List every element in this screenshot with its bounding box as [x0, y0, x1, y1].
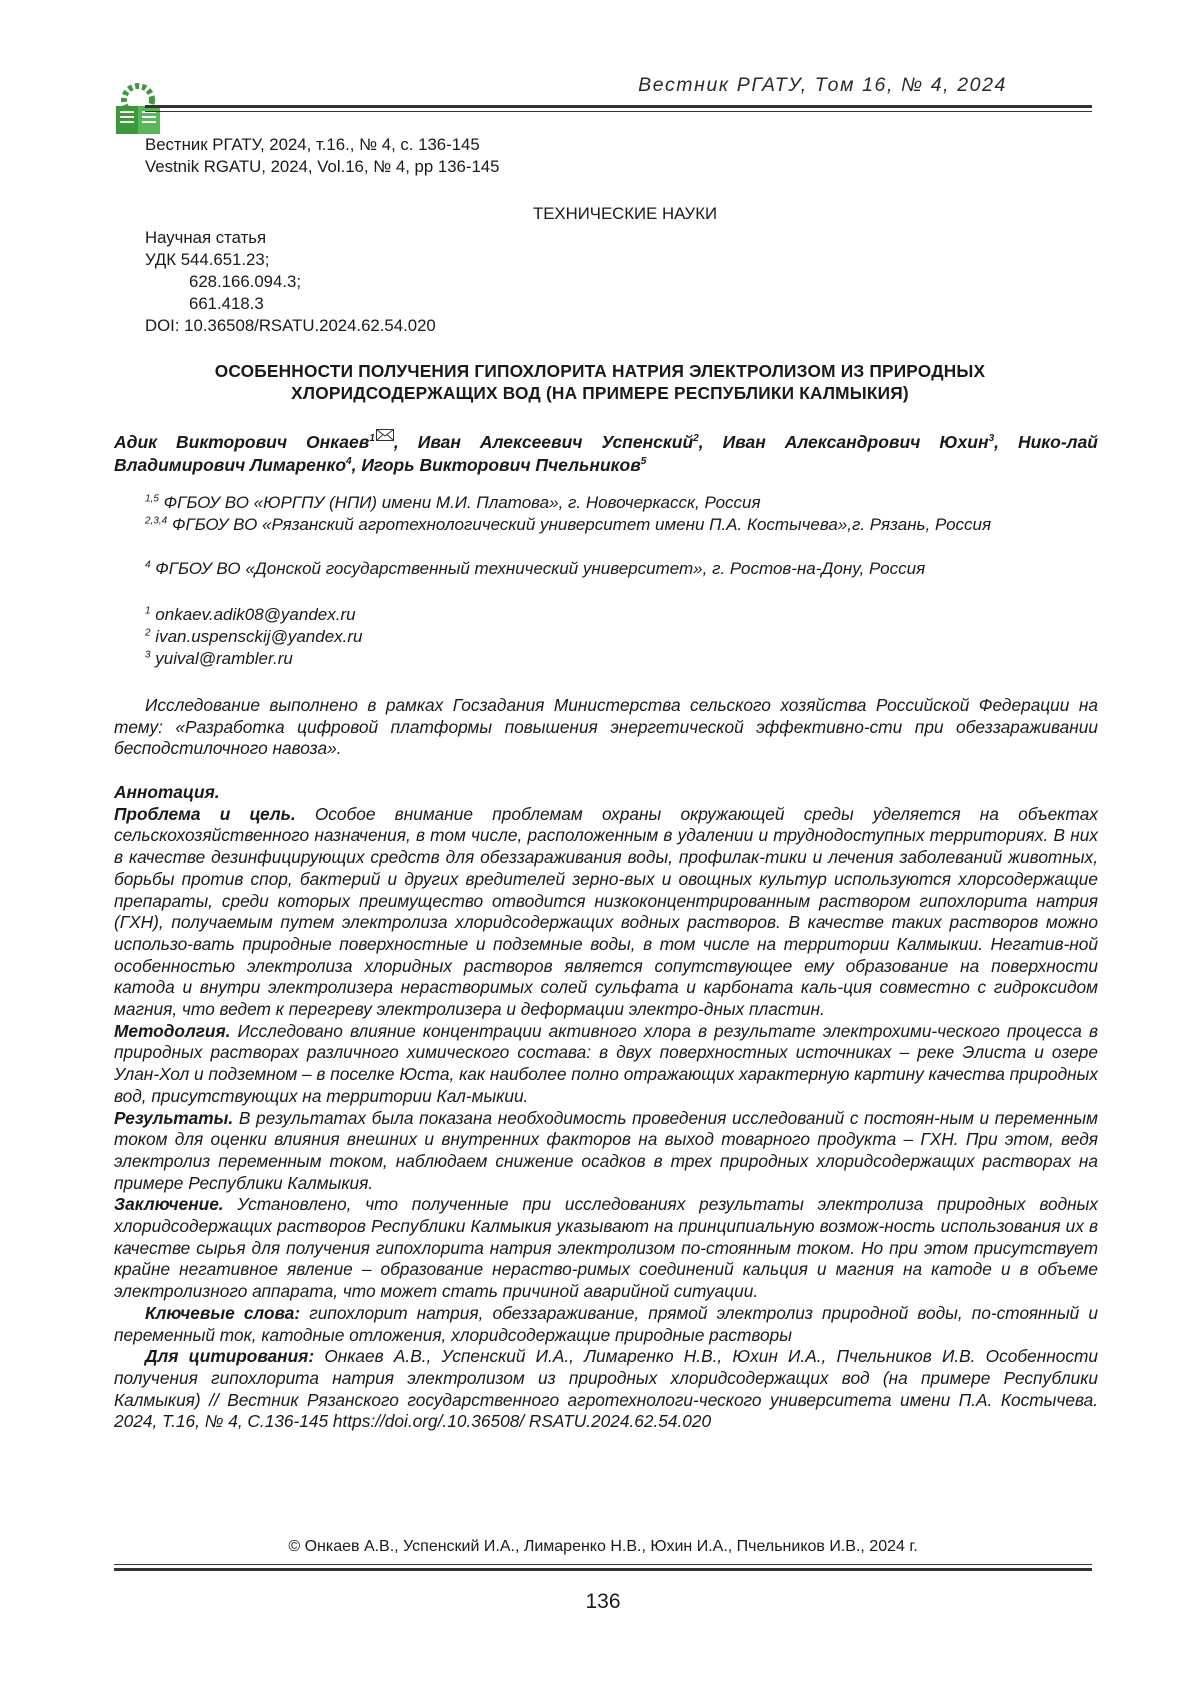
copyright: © Онкаев А.В., Успенский И.А., Лимаренко Н.В., Юхин И.А., Пчельников И.В., 2024 г.	[288, 1538, 918, 1555]
author-name: Нико-лай Владимирович Лимаренко	[114, 431, 1098, 475]
author-list: Адик Викторович Онкаев$^1$ , Иван Алексеевич Успенский$^2$, Иван Александрович Юхин$^3$, Нико-лай Владимирович Лимаренко$^4$, Игорь Викторович Пчельников$^5$	[114, 424, 1098, 477]
header-rule-thin	[145, 111, 1092, 112]
article-type: Научная статья	[145, 228, 267, 247]
doi: DOI: 10.36508/RSATU.2024.62.54.020	[145, 316, 436, 335]
author-sup: 3	[988, 433, 995, 444]
title-line-2: ХЛОРИДСОДЕРЖАЩИХ ВОД (НА ПРИМЕРЕ РЕСПУБЛИКИ КАЛМЫКИЯ)	[291, 383, 909, 403]
affiliation: $^4$ ФГБОУ ВО «Донской государственный технический университет», г. Ростов-на-Дону, Россия	[145, 559, 926, 578]
affiliation: $^{1,5}$ ФГБОУ ВО «ЮРГПУ (НПИ) имени М.И. Платова», г. Новочеркасск, Россия	[145, 493, 761, 512]
journal-logo-icon	[112, 78, 162, 140]
abstract-heading: Аннотация.	[114, 782, 220, 802]
author-name: Иван Алексеевич Успенский	[417, 431, 694, 452]
udc-line-1: УДК 544.651.23;	[145, 250, 270, 269]
udc-line-2: 628.166.094.3;	[189, 272, 301, 291]
abstract-problem: Проблема и цель. Особое внимание проблемам охраны окружающей среды уделяется на объектах сельскохозяйственного назначения, в том числе, расположенным в удалении и труднодоступных территориях. В них в качестве дезинфицирующих средств для обеззараживания воды, профилак-тики и лечения заболеваний животных, борьбы против спор, бактерий и других вредителей зерно-вых и овощных культур используются хлорсодержащие препараты, среди которых преимущество отводится низкоконцентрированным раствором гипохлорита натрия (ГХН), получаемым путем электролиза хлоридсодержащих водных растворов. В качестве таких растворов можно использо-вать природные поверхностные и подземные воды, в том числе на территории Калмыкии. Негатив-ной особенностью электролиза хлоридных растворов является сопутствующее ему образование на поверхности катода и внутри электролизера нерастворимых солей сульфата и карбоната каль-ция совместно с гидроксидом магния, что ведет к перегреву электролизера и деформации электро-дных пластин.	[114, 803, 1098, 1020]
section-heading: ТЕХНИЧЕСКИЕ НАУКИ	[532, 204, 718, 223]
author-sup: 4	[346, 456, 352, 467]
citation-ru: Вестник РГАТУ, 2024, т.16., № 4, с. 136-145	[145, 135, 480, 154]
abstract-results: Результаты. В результатах была показана необходимость проведения исследований с постоян-ным и переменным током для оценки влияния внешних и внутренних факторов на выход товарного продукта – ГХН. При этом, ведя электролиз переменным током, наблюдаем снижение осадков в трех природных хлоридсодержащих растворах на примере Республики Калмыкия.	[114, 1107, 1098, 1193]
affiliation: $^{2,3,4}$ ФГБОУ ВО «Рязанский агротехнологический университет имени П.А. Костычева»,г. Рязань, Россия	[145, 515, 992, 534]
email[interactable]: $^1$ onkaev.adik08@yandex.ru	[145, 605, 356, 624]
funding-note: Исследование выполнено в рамках Госзадания Министерства сельского хозяйства Российской Федерации на тему: «Разработка цифровой платформы повышения энергетической эффективно-сти при обеззараживании бесподстилочного навоза».	[114, 695, 1098, 759]
article-title	[145, 360, 1055, 404]
footer-rule-thin	[114, 1564, 1092, 1565]
mail-icon[interactable]	[376, 424, 394, 447]
author-name: Игорь Викторович Пчельников	[361, 454, 641, 475]
page-number: 136	[585, 1590, 621, 1613]
citation-en: Vestnik RGATU, 2024, Vol.16, № 4, pp 136-145	[145, 157, 500, 176]
how-to-cite: Для цитирования: Онкаев А.В., Успенский И.А., Лимаренко Н.В., Юхин И.А., Пчельников И.В. Особенности получения гипохлорита натрия электролизом из природных хлоридсодержащих вод (на примере Республики Калмыкия) // Вестник Рязанского государственного агротехнологи-ческого университета имени П.А. Костычева. 2024, Т.16, № 4, С.136-145 https://doi.org/.10.36508/ RSATU.2024.62.54.020	[114, 1346, 1098, 1432]
email[interactable]: $^3$ yuival@rambler.ru	[145, 649, 293, 668]
abstract	[114, 782, 1098, 1433]
author-sup: 1	[369, 433, 375, 444]
author-sup: 2	[693, 433, 699, 444]
footer-rule	[114, 1568, 1092, 1571]
abstract-conclusion: Заключение. Установлено, что полученные при исследованиях результаты электролиза природных водных хлоридсодержащих растворов Республики Калмыкия указывают на принципиальную возмож-ность использования их в качестве сырья для получения гипохлорита натрия электролизом по-стоянным током. Но при этом присутствует крайне негативное явление – образование нераство-римых соединений кальция и магния на катоде и в объеме электролизного аппарата, что может стать причиной аварийной ситуации.	[114, 1194, 1098, 1302]
author-sup: 5	[640, 456, 647, 467]
email[interactable]: $^2$ ivan.uspensckij@yandex.ru	[145, 627, 363, 646]
udc-line-3: 661.418.3	[189, 294, 264, 313]
running-header: Вестник РГАТУ, Том 16, № 4, 2024	[638, 74, 1007, 96]
author-name: Адик Викторович Онкаев	[114, 431, 370, 452]
title-line-1: ОСОБЕННОСТИ ПОЛУЧЕНИЯ ГИПОХЛОРИТА НАТРИЯ ЭЛЕКТРОЛИЗОМ ИЗ ПРИРОДНЫХ	[214, 361, 986, 381]
author-name: Иван Александрович Юхин	[722, 431, 989, 452]
keywords: Ключевые слова: гипохлорит натрия, обеззараживание, прямой электролиз природной воды, по-стоянный и переменный ток, катодные отложения, хлоридсодержащие природные растворы	[114, 1302, 1098, 1345]
abstract-methodology: Методолгия. Исследовано влияние концентрации активного хлора в результате электрохими-ческого процесса в природных растворах различного химического состава: в двух поверхностных источниках – реке Элиста и озере Улан-Хол и подземном – в поселке Юста, как наиболее полно отражающих характерную картину качества природных вод, присутствующих на территории Кал-мыкии.	[114, 1020, 1098, 1106]
header-rule	[145, 105, 1092, 108]
